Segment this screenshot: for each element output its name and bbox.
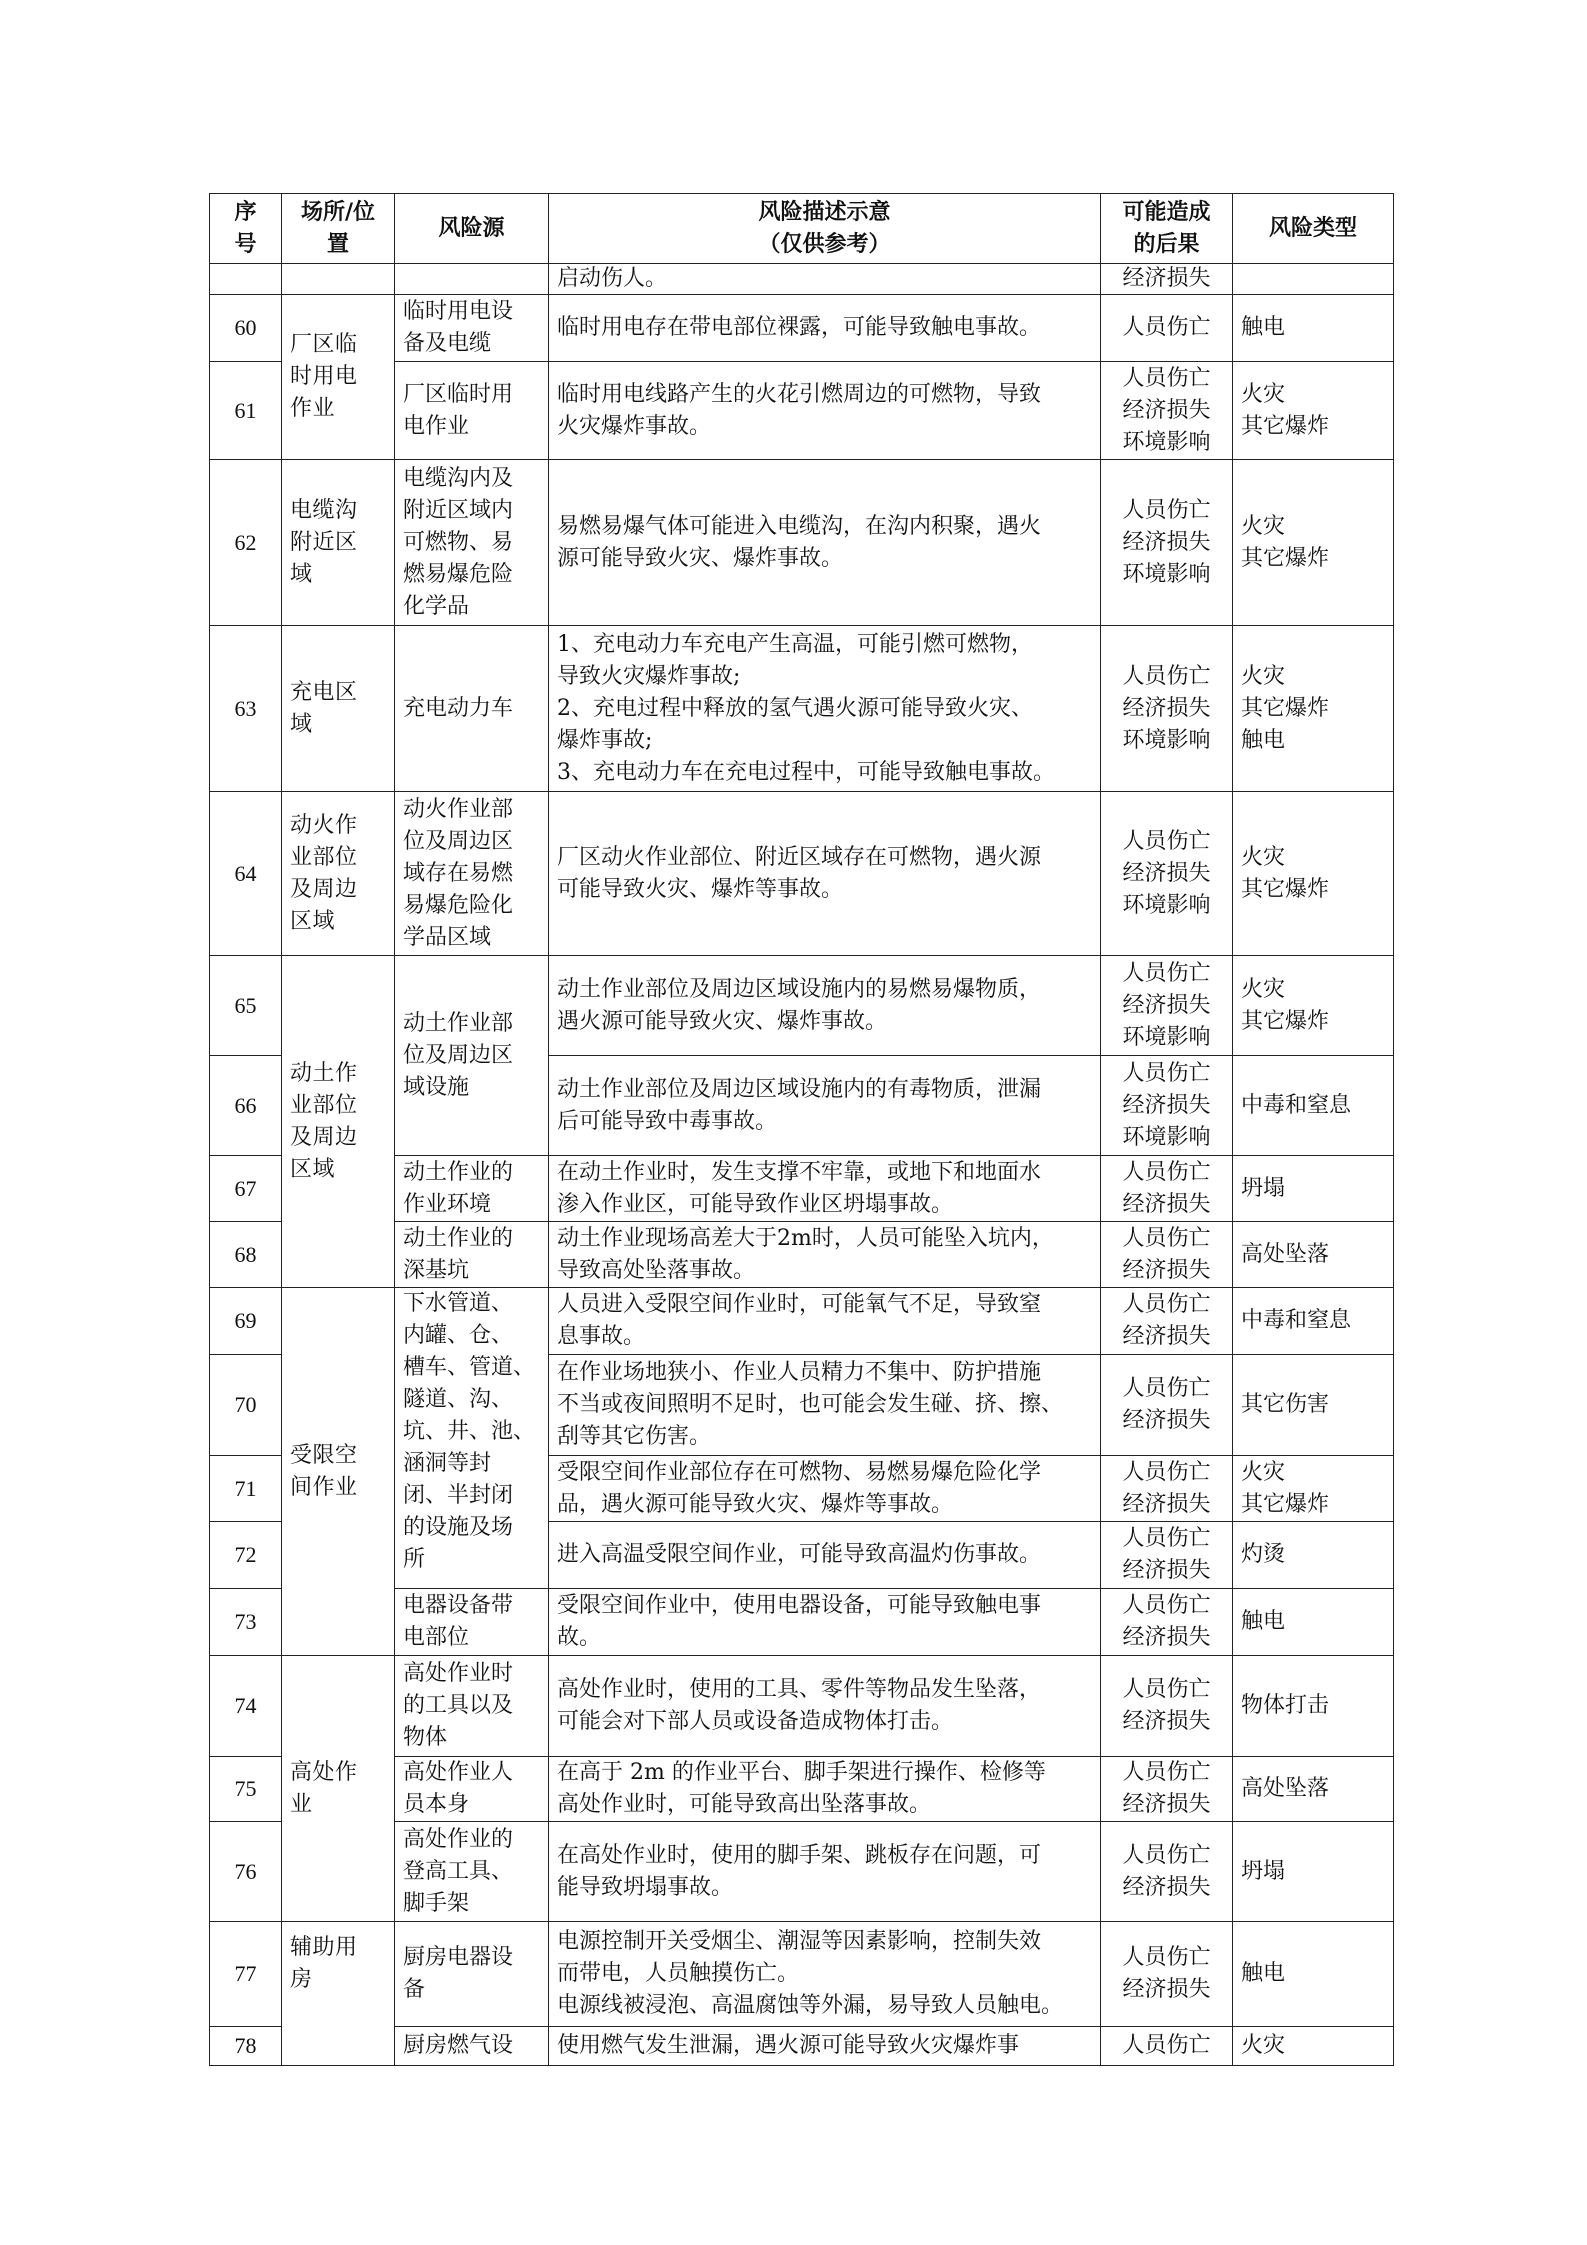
- row-number: 76: [210, 1822, 282, 1922]
- row-number: 60: [210, 295, 282, 362]
- description-cell: 在作业场地狭小、作业人员精力不集中、防护措施 不当或夜间照明不足时，也可能会发生碰、挤、擦、 刮等其它伤害。: [549, 1355, 1101, 1456]
- location-cell: 充电区 域: [282, 626, 395, 792]
- description-cell: 临时用电存在带电部位裸露，可能导致触电事故。: [549, 295, 1101, 362]
- consequence-cell: 人员伤亡 经济损失 环境影响: [1101, 956, 1233, 1056]
- consequence-cell: 人员伤亡 经济损失: [1101, 1522, 1233, 1589]
- table-row: [210, 1656, 1394, 1757]
- row-number: 61: [210, 362, 282, 460]
- description-cell: 动土作业部位及周边区域设施内的易燃易爆物质， 遇火源可能导致火灾、爆炸事故。: [549, 956, 1101, 1056]
- source-cell: 厂区临时用 电作业: [395, 362, 549, 460]
- description-cell: 动土作业现场高差大于2m时，人员可能坠入坑内， 导致高处坠落事故。: [549, 1222, 1101, 1288]
- description-cell: 人员进入受限空间作业时，可能氧气不足，导致窒 息事故。: [549, 1288, 1101, 1355]
- source-cell: 高处作业时 的工具以及 物体: [395, 1656, 549, 1757]
- table-row: [210, 1922, 1394, 2027]
- description-cell: 在动土作业时，发生支撑不牢靠，或地下和地面水 渗入作业区，可能导致作业区坍塌事故。: [549, 1156, 1101, 1222]
- consequence-cell: 人员伤亡 经济损失: [1101, 1822, 1233, 1922]
- location-cell: 电缆沟 附近区 域: [282, 460, 395, 626]
- type-cell: 高处坠落: [1233, 1222, 1394, 1288]
- consequence-cell: 人员伤亡 经济损失 环境影响: [1101, 362, 1233, 460]
- description-cell: 1、充电动力车充电产生高温，可能引燃可燃物， 导致火灾爆炸事故; 2、充电过程中释放的氢气遇火源可能导致火灾、 爆炸事故; 3、充电动力车在充电过程中，可能导致触电事故。: [549, 626, 1101, 792]
- type-cell: 火灾: [1233, 2027, 1394, 2066]
- continuation-row: [210, 264, 1394, 295]
- row-number: 69: [210, 1288, 282, 1355]
- row-number: 65: [210, 956, 282, 1056]
- type-cell: 物体打击: [1233, 1656, 1394, 1757]
- header-description: 风险描述示意 （仅供参考）: [549, 194, 1101, 264]
- table-row: [210, 460, 1394, 626]
- consequence-cell: 经济损失: [1101, 264, 1233, 295]
- source-cell: 临时用电设 备及电缆: [395, 295, 549, 362]
- source-cell: 动火作业部 位及周边区 域存在易燃 易爆危险化 学品区域: [395, 792, 549, 956]
- row-number: 72: [210, 1522, 282, 1589]
- type-cell: 中毒和窒息: [1233, 1056, 1394, 1156]
- description-cell: 在高于 2m 的作业平台、脚手架进行操作、检修等 高处作业时，可能导致高出坠落事故。: [549, 1757, 1101, 1822]
- type-cell: 火灾 其它爆炸: [1233, 362, 1394, 460]
- source-cell: 动土作业的 作业环境: [395, 1156, 549, 1222]
- consequence-cell: 人员伤亡 经济损失: [1101, 1456, 1233, 1522]
- location-cell: 动土作 业部位 及周边 区域: [282, 956, 395, 1288]
- type-cell: 火灾 其它爆炸: [1233, 1456, 1394, 1522]
- consequence-cell: 人员伤亡 经济损失: [1101, 1922, 1233, 2027]
- source-cell: 下水管道、 内罐、仓、 槽车、管道、 隧道、沟、 坑、井、池、 涵洞等封 闭、半封闭 的设施及场 所: [395, 1288, 549, 1589]
- type-cell: 火灾 其它爆炸 触电: [1233, 626, 1394, 792]
- consequence-cell: 人员伤亡 经济损失 环境影响: [1101, 792, 1233, 956]
- location-cell: 厂区临 时用电 作业: [282, 295, 395, 460]
- type-cell: 坍塌: [1233, 1156, 1394, 1222]
- location-cell: 辅助用 房: [282, 1922, 395, 2066]
- description-cell: 电源控制开关受烟尘、潮湿等因素影响，控制失效 而带电，人员触摸伤亡。 电源线被浸泡、高温腐蚀等外漏，易导致人员触电。: [549, 1922, 1101, 2027]
- description-cell: 易燃易爆气体可能进入电缆沟，在沟内积聚，遇火 源可能导致火灾、爆炸事故。: [549, 460, 1101, 626]
- description-cell: 受限空间作业中，使用电器设备，可能导致触电事 故。: [549, 1589, 1101, 1656]
- source-cell: 厨房燃气设: [395, 2027, 549, 2066]
- type-cell: 高处坠落: [1233, 1757, 1394, 1822]
- row-number: 71: [210, 1456, 282, 1522]
- consequence-cell: 人员伤亡 经济损失: [1101, 1222, 1233, 1288]
- description-cell: 高处作业时，使用的工具、零件等物品发生坠落， 可能会对下部人员或设备造成物体打击。: [549, 1656, 1101, 1757]
- consequence-cell: 人员伤亡 经济损失: [1101, 1589, 1233, 1656]
- source-cell: 电缆沟内及 附近区域内 可燃物、易 燃易爆危险 化学品: [395, 460, 549, 626]
- description-cell: 临时用电线路产生的火花引燃周边的可燃物，导致 火灾爆炸事故。: [549, 362, 1101, 460]
- type-cell: 触电: [1233, 1922, 1394, 2027]
- header-consequence: 可能造成 的后果: [1101, 194, 1233, 264]
- source-cell: 动土作业部 位及周边区 域设施: [395, 956, 549, 1156]
- consequence-cell: 人员伤亡 经济损失: [1101, 1355, 1233, 1456]
- consequence-cell: 人员伤亡 经济损失 环境影响: [1101, 460, 1233, 626]
- description-cell: 动土作业部位及周边区域设施内的有毒物质，泄漏 后可能导致中毒事故。: [549, 1056, 1101, 1156]
- source-cell: 充电动力车: [395, 626, 549, 792]
- row-number: 64: [210, 792, 282, 956]
- row-number: 77: [210, 1922, 282, 2027]
- table-row: [210, 295, 1394, 362]
- type-cell: 中毒和窒息: [1233, 1288, 1394, 1355]
- source-cell: 动土作业的 深基坑: [395, 1222, 549, 1288]
- location-cell: 高处作 业: [282, 1656, 395, 1922]
- header-source: 风险源: [395, 194, 549, 264]
- consequence-cell: 人员伤亡 经济损失: [1101, 1757, 1233, 1822]
- header-location: 场所/位 置: [282, 194, 395, 264]
- row-number: 63: [210, 626, 282, 792]
- type-cell: 触电: [1233, 1589, 1394, 1656]
- consequence-cell: 人员伤亡 经济损失: [1101, 1156, 1233, 1222]
- table-cell: [395, 264, 549, 295]
- consequence-cell: 人员伤亡: [1101, 2027, 1233, 2066]
- consequence-cell: 人员伤亡 经济损失: [1101, 1288, 1233, 1355]
- header-no: 序 号: [210, 194, 282, 264]
- type-cell: 其它伤害: [1233, 1355, 1394, 1456]
- description-cell: 使用燃气发生泄漏，遇火源可能导致火灾爆炸事: [549, 2027, 1101, 2066]
- description-cell: 在高处作业时，使用的脚手架、跳板存在问题，可 能导致坍塌事故。: [549, 1822, 1101, 1922]
- table-row: [210, 956, 1394, 1056]
- row-number: 66: [210, 1056, 282, 1156]
- consequence-cell: 人员伤亡 经济损失 环境影响: [1101, 626, 1233, 792]
- row-number: 73: [210, 1589, 282, 1656]
- table-row: [210, 1288, 1394, 1355]
- header-type: 风险类型: [1233, 194, 1394, 264]
- row-number: 74: [210, 1656, 282, 1757]
- description-cell: 受限空间作业部位存在可燃物、易燃易爆危险化学 品，遇火源可能导致火灾、爆炸等事故。: [549, 1456, 1101, 1522]
- consequence-cell: 人员伤亡: [1101, 295, 1233, 362]
- consequence-cell: 人员伤亡 经济损失 环境影响: [1101, 1056, 1233, 1156]
- table-cell: [282, 264, 395, 295]
- table-row: [210, 626, 1394, 792]
- source-cell: 电器设备带 电部位: [395, 1589, 549, 1656]
- table-cell: [210, 264, 282, 295]
- consequence-cell: 人员伤亡 经济损失: [1101, 1656, 1233, 1757]
- source-cell: 高处作业的 登高工具、 脚手架: [395, 1822, 549, 1922]
- type-cell: 火灾 其它爆炸: [1233, 460, 1394, 626]
- type-cell: 坍塌: [1233, 1822, 1394, 1922]
- row-number: 62: [210, 460, 282, 626]
- type-cell: 触电: [1233, 295, 1394, 362]
- location-cell: 动火作 业部位 及周边 区域: [282, 792, 395, 956]
- row-number: 67: [210, 1156, 282, 1222]
- source-cell: 高处作业人 员本身: [395, 1757, 549, 1822]
- row-number: 75: [210, 1757, 282, 1822]
- type-cell: 灼烫: [1233, 1522, 1394, 1589]
- type-cell: 火灾 其它爆炸: [1233, 956, 1394, 1056]
- source-cell: 厨房电器设 备: [395, 1922, 549, 2027]
- row-number: 78: [210, 2027, 282, 2066]
- header-row: [210, 194, 1394, 264]
- location-cell: 受限空 间作业: [282, 1288, 395, 1656]
- type-cell: 火灾 其它爆炸: [1233, 792, 1394, 956]
- table-cell: [1233, 264, 1394, 295]
- row-number: 68: [210, 1222, 282, 1288]
- description-cell: 启动伤人。: [549, 264, 1101, 295]
- risk-table: [209, 193, 1394, 2066]
- row-number: 70: [210, 1355, 282, 1456]
- description-cell: 厂区动火作业部位、附近区域存在可燃物，遇火源 可能导致火灾、爆炸等事故。: [549, 792, 1101, 956]
- table-row: [210, 792, 1394, 956]
- description-cell: 进入高温受限空间作业，可能导致高温灼伤事故。: [549, 1522, 1101, 1589]
